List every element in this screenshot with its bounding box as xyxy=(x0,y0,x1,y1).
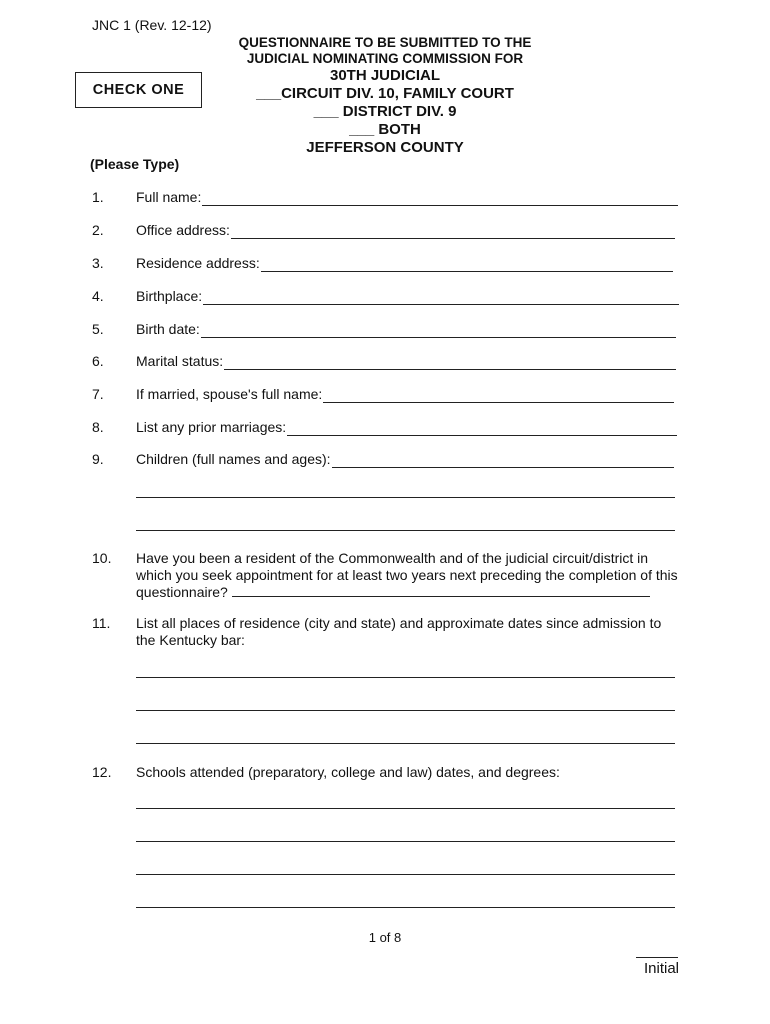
q7-label: If married, spouse's full name: xyxy=(136,386,323,402)
q8-number: 8. xyxy=(92,419,104,435)
q12-text: Schools attended (preparatory, college and law) dates, and degrees: xyxy=(136,764,560,780)
q6-number: 6. xyxy=(92,353,104,369)
q10-number: 10. xyxy=(92,550,112,566)
q2-label: Office address: xyxy=(136,222,230,238)
q3-label: Residence address: xyxy=(136,255,260,271)
q9-row xyxy=(136,451,674,468)
birthplace-field[interactable] xyxy=(203,291,679,305)
q1-number: 1. xyxy=(92,189,104,205)
q10-text-end: questionnaire? xyxy=(136,584,228,600)
q5-row xyxy=(136,321,676,338)
option-circuit[interactable]: ___CIRCUIT DIV. 10, FAMILY COURT xyxy=(256,85,514,102)
q11-text: List all places of residence (city and state) and approximate dates since admission to the Kentucky bar: xyxy=(136,615,662,648)
schools-line-4[interactable] xyxy=(136,907,675,908)
q8-label: List any prior marriages: xyxy=(136,419,287,435)
q4-number: 4. xyxy=(92,288,104,304)
q10-text-main: Have you been a resident of the Commonwealth and of the judicial circuit/district in which you seek appointment for at least two years next preceding the completion of this xyxy=(136,550,678,583)
form-id: JNC 1 (Rev. 12-12) xyxy=(92,17,212,33)
residences-line-2[interactable] xyxy=(136,710,675,711)
q4-label: Birthplace: xyxy=(136,288,203,304)
initial-label: Initial xyxy=(644,960,680,977)
office-address-field[interactable] xyxy=(231,225,675,239)
q1-row xyxy=(136,189,678,206)
schools-line-1[interactable] xyxy=(136,808,675,809)
schools-line-2[interactable] xyxy=(136,841,675,842)
full-name-field[interactable] xyxy=(202,192,678,206)
children-extra-line-1[interactable] xyxy=(136,497,675,498)
q4-row xyxy=(136,288,679,305)
prior-marriages-field[interactable] xyxy=(287,422,677,436)
q12-number: 12. xyxy=(92,764,112,780)
children-field[interactable] xyxy=(332,454,674,468)
title-line-3: 30TH JUDICIAL xyxy=(329,67,441,84)
marital-status-field[interactable] xyxy=(224,356,676,370)
county-title: JEFFERSON COUNTY xyxy=(306,139,464,156)
q10-text xyxy=(136,550,681,601)
q6-label: Marital status: xyxy=(136,353,224,369)
please-type-note: (Please Type) xyxy=(90,156,180,172)
check-one-label: CHECK ONE xyxy=(92,82,185,98)
schools-line-3[interactable] xyxy=(136,874,675,875)
q6-row xyxy=(136,353,676,370)
title-line-1: QUESTIONNAIRE TO BE SUBMITTED TO THE xyxy=(238,35,532,50)
q5-number: 5. xyxy=(92,321,104,337)
check-one-box xyxy=(75,72,202,108)
birth-date-field[interactable] xyxy=(201,324,676,338)
initial-field[interactable] xyxy=(636,957,678,958)
option-both[interactable]: ___ BOTH xyxy=(349,121,421,138)
option-district[interactable]: ___ DISTRICT DIV. 9 xyxy=(313,103,457,120)
children-extra-line-2[interactable] xyxy=(136,530,675,531)
spouse-name-field[interactable] xyxy=(323,389,674,403)
residency-answer-field[interactable] xyxy=(232,584,650,597)
q11-number: 11. xyxy=(92,615,111,631)
q8-row xyxy=(136,419,677,436)
q2-number: 2. xyxy=(92,222,104,238)
q5-label: Birth date: xyxy=(136,321,200,337)
q7-number: 7. xyxy=(92,386,104,402)
q1-label: Full name: xyxy=(136,189,202,205)
title-line-2: JUDICIAL NOMINATING COMMISSION FOR xyxy=(246,51,524,66)
q3-number: 3. xyxy=(92,255,104,271)
residence-address-field[interactable] xyxy=(261,258,673,272)
q7-row xyxy=(136,386,674,403)
q9-label: Children (full names and ages): xyxy=(136,451,331,467)
residences-line-1[interactable] xyxy=(136,677,675,678)
q2-row xyxy=(136,222,675,239)
q9-number: 9. xyxy=(92,451,104,467)
q3-row xyxy=(136,255,673,272)
residences-line-3[interactable] xyxy=(136,743,675,744)
page-number: 1 of 8 xyxy=(368,930,402,945)
